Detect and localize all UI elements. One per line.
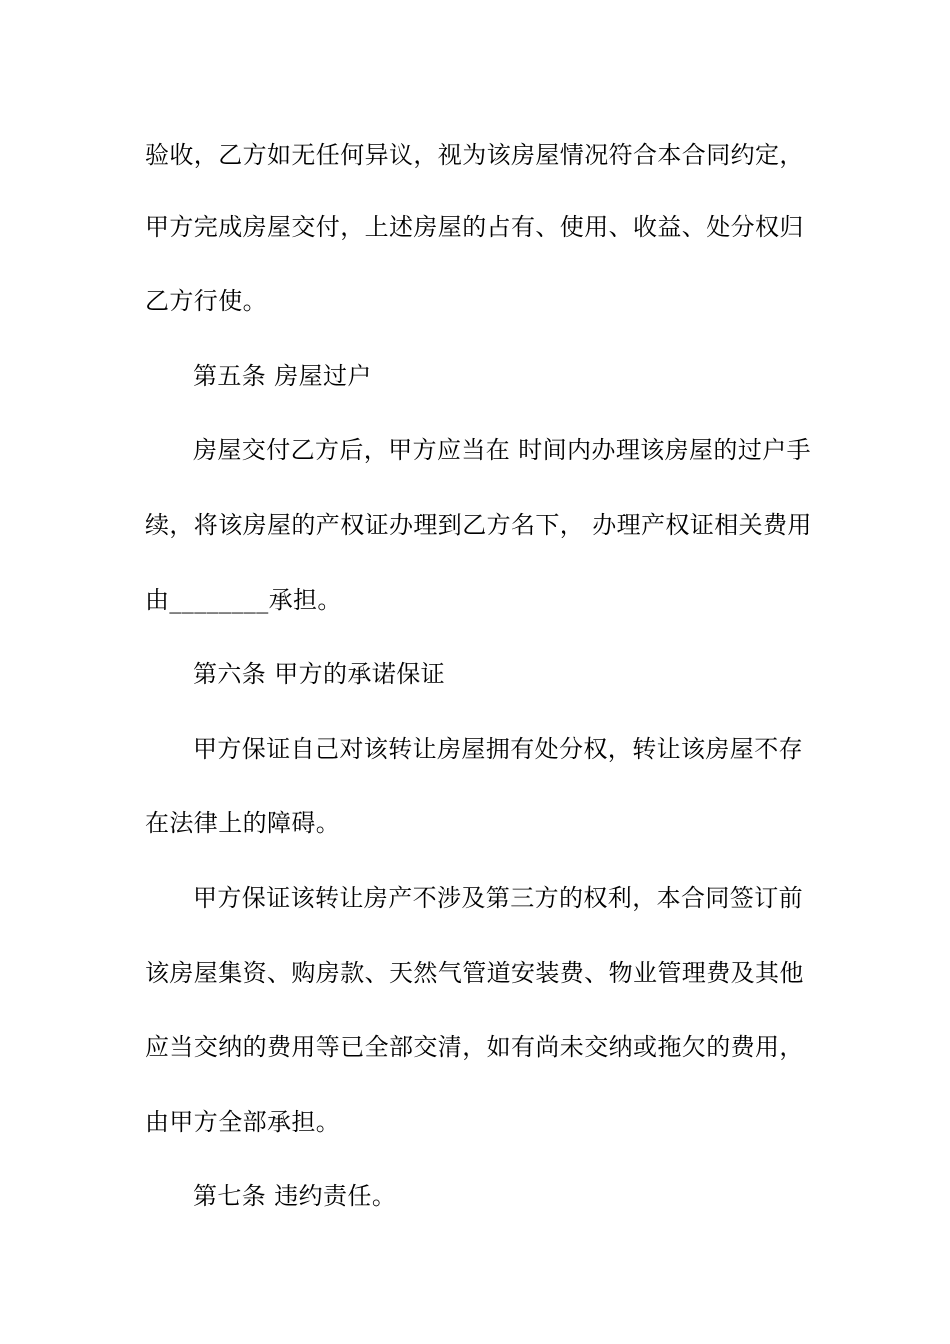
paragraph-line: 房屋交付乙方后，甲方应当在 时间内办理该房屋的过户手	[193, 436, 812, 464]
paragraph-line: 乙方行使。	[145, 287, 267, 315]
paragraph-line: 在法律上的障碍。	[145, 809, 341, 837]
paragraph-line: 由甲方全部承担。	[145, 1108, 341, 1136]
section-heading: 第七条 违约责任。	[193, 1182, 397, 1210]
paragraph-line: 该房屋集资、购房款、天然气管道安装费、物业管理费及其他	[145, 959, 804, 987]
paragraph-line: 甲方完成房屋交付，上述房屋的占有、使用、收益、处分权归	[145, 213, 804, 241]
paragraph-line: 甲方保证自己对该转让房屋拥有处分权，转让该房屋不存	[193, 735, 803, 763]
paragraph-line: 由________承担。	[145, 586, 342, 614]
paragraph-line: 应当交纳的费用等已全部交清，如有尚未交纳或拖欠的费用，	[145, 1033, 804, 1061]
paragraph-line: 续，将该房屋的产权证办理到乙方名下， 办理产权证相关费用	[145, 511, 812, 539]
paragraph-line: 甲方保证该转让房产不涉及第三方的权利，本合同签订前	[193, 884, 803, 912]
paragraph-line: 验收，乙方如无任何异议，视为该房屋情况符合本合同约定，	[145, 141, 804, 169]
section-heading: 第五条 房屋过户	[193, 362, 372, 390]
section-heading: 第六条 甲方的承诺保证	[193, 660, 446, 688]
